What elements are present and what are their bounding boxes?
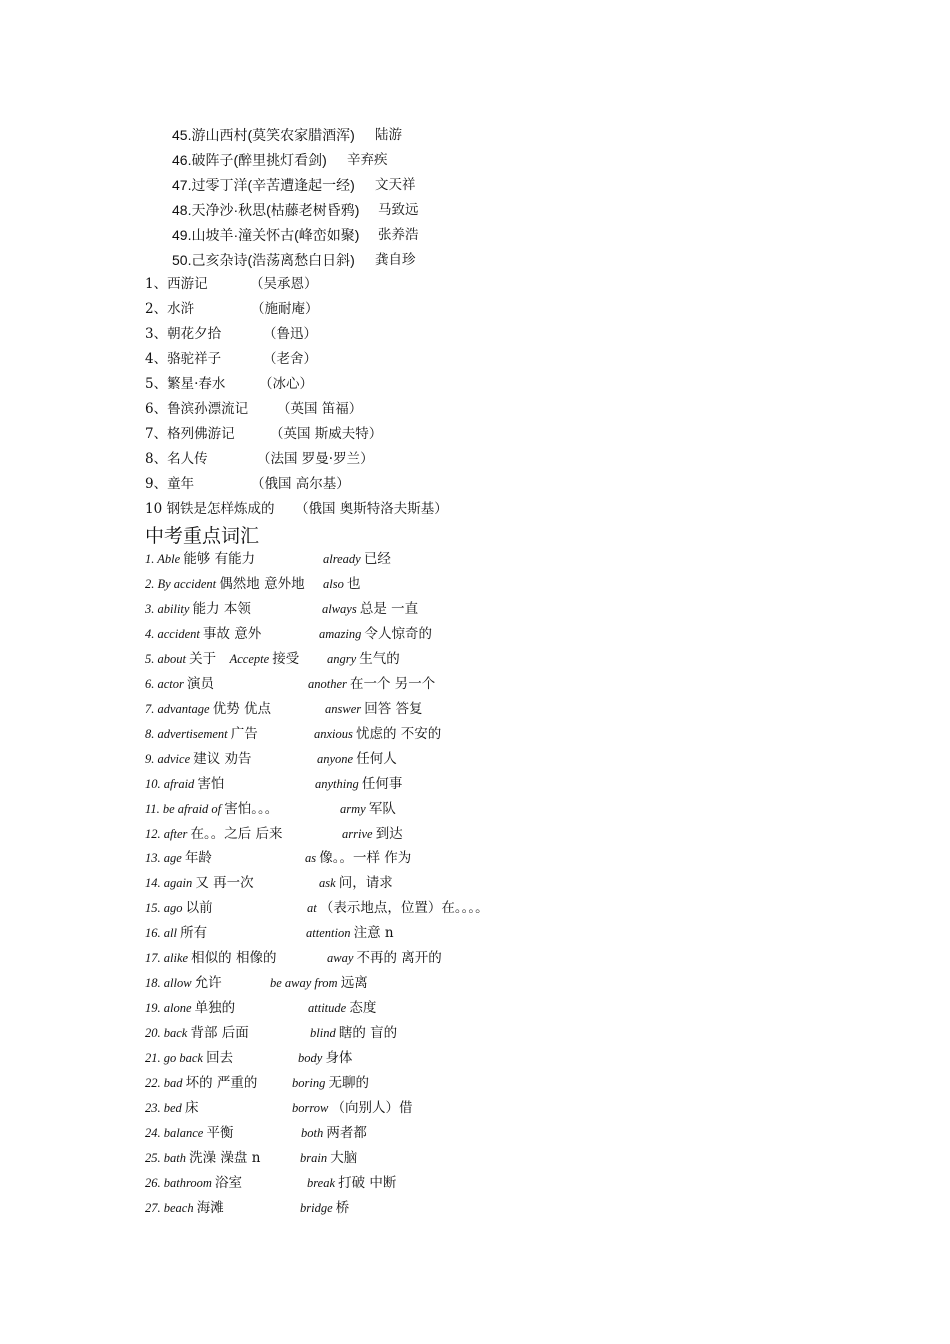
vocab-row (145, 746, 925, 771)
vocab-word: 25. bath (145, 1150, 190, 1165)
book-line (145, 447, 374, 472)
vocab-word: 18. allow (145, 976, 195, 991)
vocab-meaning: 打破 中断 (338, 1174, 397, 1191)
vocab-word: army (340, 801, 369, 816)
vocab-word: brain (300, 1150, 331, 1165)
vocab-right-column (319, 621, 432, 647)
vocab-right-column (305, 845, 411, 871)
vocab-row (145, 1145, 925, 1170)
book-title: 8、名人传 (145, 451, 208, 467)
poem-author: 辛弃疾 (347, 152, 388, 168)
book-author: （施耐庵） (251, 301, 319, 317)
vocab-meaning: 洗澡 澡盘 n (189, 1149, 261, 1166)
vocab-word: 2. By accident (145, 577, 220, 591)
vocab-word: already (323, 552, 364, 566)
vocab-meaning: 关于 (189, 650, 217, 667)
vocab-row (145, 671, 925, 696)
vocab-word: 12. after (145, 826, 191, 841)
vocab-row (145, 721, 925, 746)
vocab-meaning: 身体 (325, 1050, 353, 1066)
book-line (145, 397, 363, 422)
book-line (145, 347, 317, 372)
vocab-meaning: 令人惊奇的 (364, 625, 432, 642)
book-author: （法国 罗曼·罗兰） (257, 451, 374, 467)
vocab-meaning: 床 (184, 1099, 199, 1116)
poem-line (172, 198, 419, 223)
vocab-right-column (301, 1120, 367, 1146)
vocab-word: 7. advantage (145, 701, 213, 716)
vocab-word: answer (325, 701, 365, 716)
vocab-right-column (327, 646, 400, 672)
vocab-right-column (315, 771, 402, 797)
vocab-row (145, 546, 925, 571)
vocab-meaning: 所有 (180, 925, 208, 942)
book-author: （俄国 高尔基） (251, 476, 350, 492)
vocab-right-column (319, 870, 393, 896)
vocab-meaning: 事故 意外 (202, 625, 262, 642)
poem-title: 46.破阵子(醉里挑灯看剑) (172, 152, 327, 168)
vocab-row (145, 821, 925, 846)
book-author: （冰心） (259, 376, 313, 392)
vocab-word: also (323, 577, 347, 591)
book-title: 6、鲁滨孙漂流记 (145, 401, 249, 417)
vocab-word: 4. accident (145, 626, 203, 641)
poem-author: 张养浩 (378, 227, 419, 243)
vocab-meaning: 像。。一样 作为 (319, 850, 412, 867)
poem-line (172, 148, 388, 173)
vocab-meaning: （表示地点，位置）在。。。。 (319, 900, 489, 917)
vocab-right-column (322, 596, 418, 622)
vocab-meaning: 回答 答复 (364, 700, 423, 717)
vocab-word: anxious (314, 726, 357, 741)
vocab-meaning: 背部 后面 (190, 1025, 249, 1041)
vocab-right-column (300, 1195, 349, 1221)
vocab-row (145, 696, 925, 721)
book-author: （吴承恩） (250, 276, 318, 292)
vocab-right-column (327, 945, 442, 971)
vocab-row (145, 920, 925, 945)
vocab-word: at (307, 901, 320, 916)
vocab-word: break (307, 1175, 339, 1190)
vocab-meaning: 在。。之后 后来 (190, 825, 283, 842)
vocab-row (145, 1170, 925, 1195)
vocab-meaning: 以前 (185, 900, 213, 917)
vocab-right-column (310, 1020, 397, 1046)
vocab-word: another (308, 676, 351, 691)
vocab-row (145, 796, 925, 821)
poem-title: 50.己亥杂诗(浩荡离愁白日斜) (172, 252, 355, 268)
vocab-word: Accepte (229, 651, 273, 666)
vocab-word: 10. afraid (145, 776, 198, 791)
vocab-word: body (298, 1051, 326, 1065)
vocab-word: 8. advertisement (145, 726, 231, 741)
vocab-word: arrive (342, 826, 376, 841)
book-line (145, 322, 317, 347)
vocab-meaning: 忧虑的 不安的 (356, 725, 442, 742)
vocab-meaning: 优势 优点 (212, 700, 271, 717)
vocab-word: 20. back (145, 1026, 191, 1040)
book-author: （俄国 奥斯特洛夫斯基） (295, 501, 448, 517)
vocab-right-column (325, 696, 423, 722)
book-title: 5、繁星·春水 (145, 376, 226, 392)
vocab-meaning: 平衡 (206, 1124, 234, 1141)
vocab-meaning: 接受 (272, 650, 300, 667)
poem-title: 49.山坡羊·潼关怀古(峰峦如聚) (172, 227, 360, 243)
vocab-word: anything (315, 776, 362, 791)
vocab-word: ask (319, 876, 339, 891)
vocab-word: be away from (270, 976, 341, 991)
vocab-meaning: 无聊的 (328, 1074, 369, 1091)
vocab-right-column (340, 796, 396, 822)
vocab-word: 23. bed (145, 1100, 185, 1115)
vocab-word: 19. alone (145, 1001, 195, 1016)
book-line (145, 272, 318, 297)
vocab-word: 6. actor (145, 676, 188, 691)
vocab-meaning: 广告 (230, 725, 258, 742)
vocab-row (145, 1095, 925, 1120)
book-title: 7、格列佛游记 (145, 426, 235, 442)
vocab-right-column (292, 1070, 369, 1096)
vocab-meaning: 远离 (340, 975, 368, 992)
vocab-word: angry (327, 651, 360, 666)
vocab-word: 16. all (145, 926, 181, 941)
book-line (145, 372, 313, 397)
vocab-meaning: 瞎的 盲的 (338, 1025, 398, 1041)
vocab-right-column (314, 721, 441, 747)
vocab-word: 24. balance (145, 1125, 207, 1140)
vocab-meaning: 两者都 (326, 1124, 367, 1141)
vocab-word: 5. about (145, 651, 190, 666)
vocab-word: 17. alike (145, 951, 192, 966)
vocab-meaning: 总是 一直 (359, 600, 419, 617)
vocab-word: 27. beach (145, 1200, 197, 1215)
vocab-word: 14. again (145, 876, 196, 891)
vocab-word: 22. bad (145, 1075, 186, 1090)
vocab-meaning: （向别人）借 (331, 1099, 413, 1116)
vocab-row (145, 1045, 925, 1070)
vocab-meaning: 任何事 (361, 775, 403, 792)
vocab-word: boring (292, 1075, 329, 1090)
vocab-word: amazing (319, 626, 365, 641)
vocab-right-column (270, 970, 368, 996)
book-line (145, 422, 383, 447)
vocab-right-column (317, 746, 397, 772)
poem-author: 龚自珍 (375, 252, 416, 268)
vocab-meaning: 浴室 (215, 1174, 243, 1191)
vocab-row (145, 995, 925, 1020)
book-author: （老舍） (263, 351, 317, 367)
vocab-right-column (308, 671, 435, 697)
vocab-meaning: 又 再一次 (195, 875, 254, 892)
vocab-word: 1. Able (145, 552, 184, 566)
vocab-row (145, 571, 925, 596)
vocab-meaning: 能够 有能力 (183, 551, 256, 567)
book-title: 9、童年 (145, 476, 195, 492)
vocab-word: 13. age (145, 851, 185, 866)
vocab-right-column (323, 546, 391, 572)
poem-title: 45.游山西村(莫笑农家腊酒浑) (172, 127, 355, 143)
vocab-meaning: 建议 劝告 (193, 750, 252, 767)
vocab-right-column (308, 995, 376, 1021)
vocab-meaning: 年龄 (184, 850, 212, 867)
vocab-row (145, 870, 925, 895)
vocab-word: 15. ago (145, 901, 186, 916)
poem-author: 陆游 (375, 127, 402, 143)
book-author: （英国 斯威夫特） (270, 426, 383, 442)
vocab-row (145, 970, 925, 995)
vocab-meaning: 桥 (335, 1199, 350, 1216)
vocab-meaning: 相似的 相像的 (191, 950, 277, 967)
vocab-meaning: 坏的 严重的 (185, 1074, 258, 1091)
vocab-word: as (305, 851, 320, 866)
vocab-meaning: 生气的 (359, 650, 400, 667)
vocab-row (145, 1020, 925, 1045)
vocab-row (145, 621, 925, 646)
book-title: 2、水浒 (145, 301, 195, 317)
vocab-meaning: 也 (346, 576, 361, 592)
vocab-meaning: 海滩 (196, 1199, 224, 1216)
poem-title: 48.天净沙·秋思(枯藤老树昏鸦) (172, 202, 360, 218)
book-line (145, 297, 319, 322)
book-title: 4、骆驼祥子 (145, 351, 222, 367)
vocab-meaning: 在一个 另一个 (350, 675, 436, 692)
vocab-meaning: 允许 (194, 975, 222, 992)
vocab-right-column (298, 1045, 352, 1071)
vocab-word: attention (306, 926, 354, 941)
vocab-word: both (301, 1125, 327, 1140)
vocab-meaning: 单独的 (194, 1000, 236, 1017)
vocab-meaning: 害怕。。。 (224, 800, 279, 817)
vocab-right-column (323, 571, 360, 597)
book-line (145, 497, 448, 522)
poem-title: 47.过零丁洋(辛苦遭逢起一经) (172, 177, 355, 193)
vocab-row (145, 771, 925, 796)
vocab-word: always (322, 601, 360, 616)
vocab-right-column (300, 1145, 357, 1171)
book-line (145, 472, 350, 497)
vocab-right-column (306, 920, 394, 946)
vocab-row (145, 646, 925, 671)
vocab-right-column (307, 895, 489, 921)
vocab-meaning: 回去 (206, 1050, 234, 1066)
book-title: 3、朝花夕拾 (145, 326, 222, 342)
vocab-word: borrow (292, 1100, 332, 1115)
vocab-word: attitude (308, 1001, 350, 1016)
vocab-meaning: 不再的 离开的 (356, 950, 442, 967)
poem-author: 文天祥 (375, 177, 416, 193)
vocab-word: 21. go back (145, 1051, 207, 1065)
vocab-row (145, 1120, 925, 1145)
poem-line (172, 223, 419, 248)
poem-author: 马致远 (378, 202, 419, 218)
vocab-meaning: 大脑 (330, 1149, 358, 1166)
vocab-meaning: 演员 (187, 675, 215, 692)
vocab-right-column (342, 821, 403, 847)
vocab-meaning: 到达 (375, 825, 403, 842)
vocab-right-column (292, 1095, 412, 1121)
vocab-meaning: 偶然地 意外地 (219, 576, 305, 592)
poem-line (172, 123, 402, 148)
vocab-meaning: 任何人 (356, 750, 397, 767)
book-title: 10 钢铁是怎样炼成的 (145, 501, 275, 517)
vocab-word: 9. advice (145, 751, 194, 766)
vocab-word: 11. be afraid of (145, 801, 225, 816)
vocab-row (145, 1070, 925, 1095)
vocab-meaning: 态度 (349, 1000, 377, 1017)
vocab-word: blind (310, 1026, 339, 1040)
vocab-meaning: 能力 本领 (192, 600, 251, 617)
vocab-row (145, 845, 925, 870)
section-title: 中考重点词汇 (145, 525, 260, 547)
vocab-word: away (327, 951, 357, 966)
vocab-meaning: 已经 (363, 551, 391, 567)
vocab-meaning: 注意 n (353, 925, 394, 942)
book-title: 1、西游记 (145, 276, 208, 292)
vocab-word: anyone (317, 751, 357, 766)
book-author: （英国 笛福） (277, 401, 363, 417)
vocab-meaning: 军队 (368, 800, 396, 817)
vocab-word: 3. ability (145, 601, 193, 616)
vocab-row (145, 895, 925, 920)
vocab-word: bridge (300, 1200, 336, 1215)
poem-line (172, 173, 416, 198)
vocab-meaning: 害怕 (197, 775, 225, 792)
vocab-row (145, 945, 925, 970)
vocab-meaning: 问，请求 (338, 875, 393, 892)
vocab-row (145, 596, 925, 621)
vocab-row (145, 1195, 925, 1220)
book-author: （鲁迅） (263, 326, 317, 342)
vocab-word: 26. bathroom (145, 1175, 216, 1190)
vocab-right-column (307, 1170, 396, 1196)
poem-line (172, 248, 416, 273)
